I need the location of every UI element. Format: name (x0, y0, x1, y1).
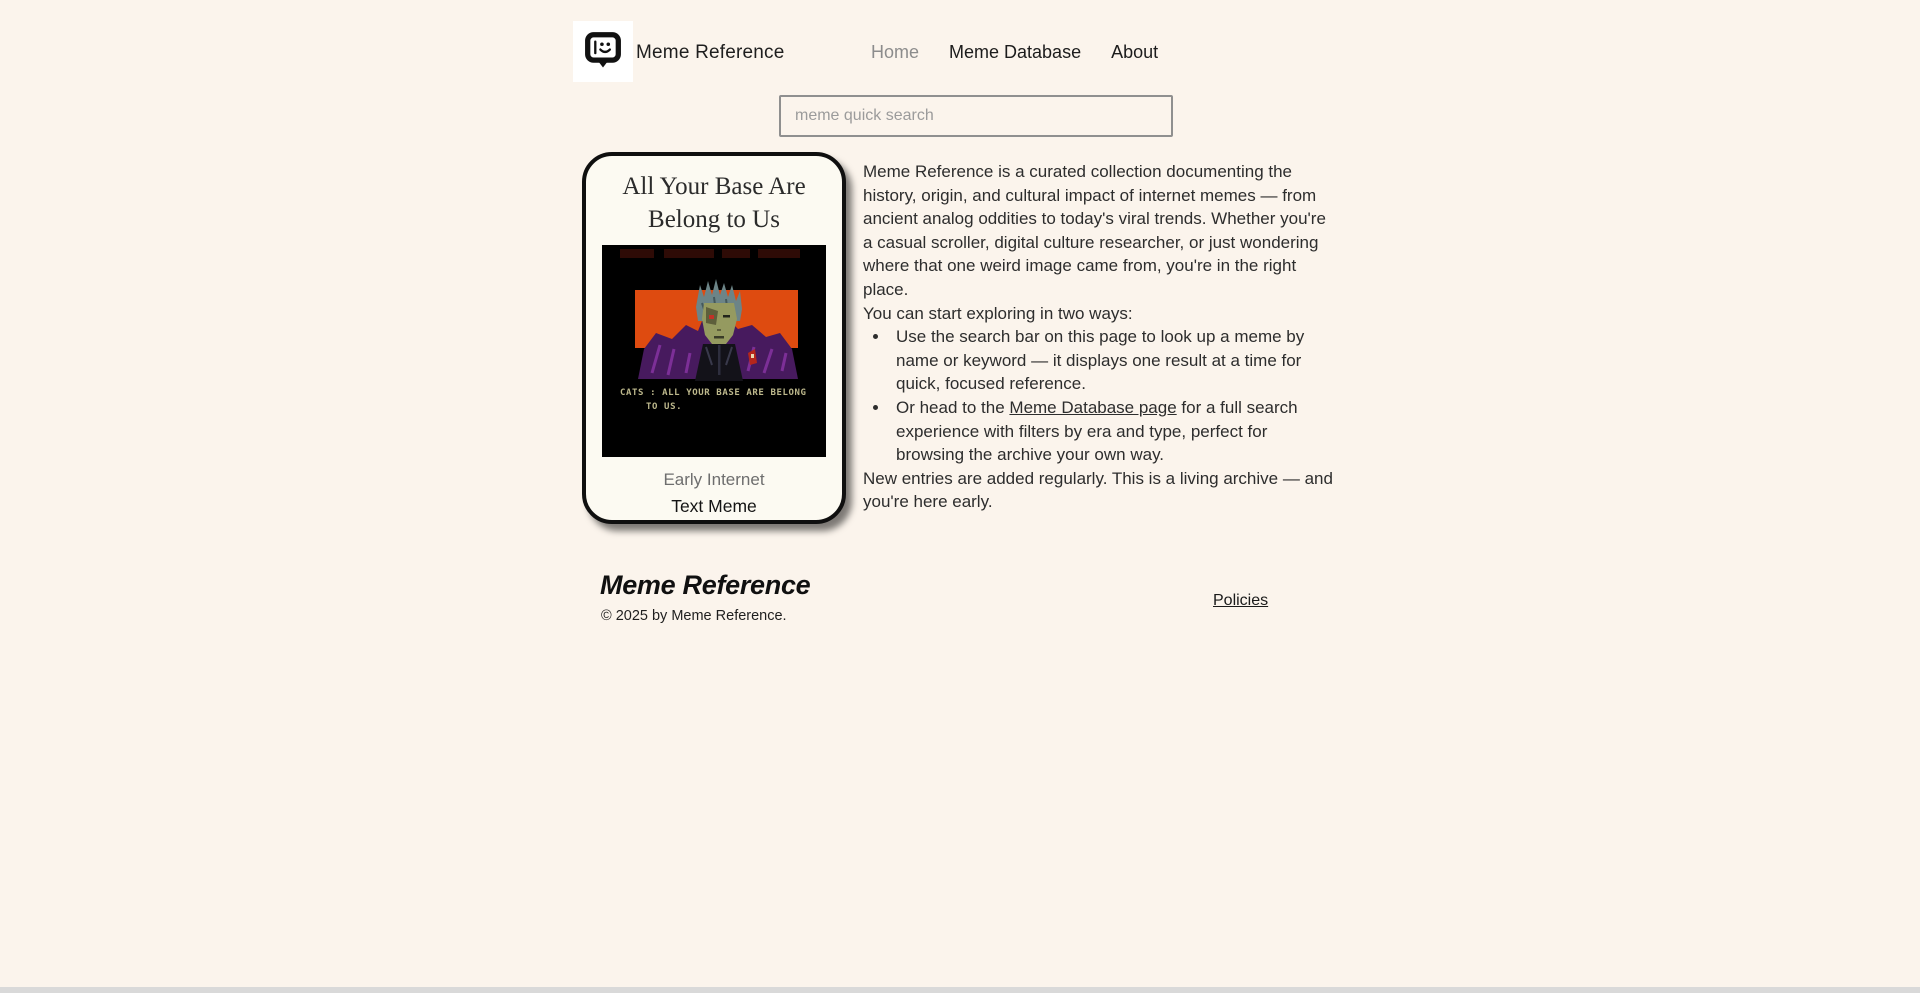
book-smiley-icon (584, 30, 622, 73)
intro-bullet-list (863, 325, 1337, 467)
meme-caption-line1: CATS : ALL YOUR BASE ARE BELONG (620, 388, 807, 398)
bullet-meme-database (890, 396, 1337, 467)
meme-caption-line2: TO US. (646, 402, 683, 412)
meme-card[interactable] (582, 152, 846, 524)
meme-era-label: Early Internet (663, 470, 765, 489)
meme-card-title: All Your Base Are Belong to Us (622, 173, 806, 233)
footer-copyright: © 2025 by Meme Reference. (601, 608, 787, 624)
meme-image-all-your-base (602, 245, 826, 457)
main-nav (871, 42, 1158, 63)
nav-home[interactable]: Home (871, 42, 920, 62)
meme-type-label: Text Meme (671, 496, 757, 516)
bullet-db-pre-text: Or head to the (896, 397, 1010, 417)
meme-quick-search-input[interactable] (779, 95, 1173, 137)
meme-database-page-link[interactable]: Meme Database page (1009, 397, 1177, 417)
bullet-search-bar-text: Use the search bar on this page to look up a meme by name or keyword — it displays one result at a time for quick, focused reference. (896, 327, 1305, 394)
intro-text-block (863, 160, 1337, 514)
bullet-search-bar (890, 325, 1337, 396)
intro-paragraph-1: Meme Reference is a curated collection documenting the history, origin, and cultural impact of internet memes — from ancient analog oddities to today's viral trends. Whether you're a casual scroller, digital culture researcher, or just wondering where that one weird image came from, you're in the right place. (863, 162, 1326, 299)
nav-about[interactable]: About (1111, 42, 1159, 62)
footer-policies-link[interactable]: Policies (1213, 592, 1269, 609)
bottom-edge-bar (0, 987, 1920, 993)
nav-meme-database[interactable]: Meme Database (949, 42, 1082, 62)
site-title[interactable]: Meme Reference (636, 42, 785, 63)
intro-paragraph-3: New entries are added regularly. This is a living archive — and you're here early. (863, 468, 1333, 512)
site-logo[interactable] (573, 21, 633, 82)
intro-paragraph-2: You can start exploring in two ways: (863, 303, 1133, 323)
bullet-db-post-text: for a full search experience with filters by era and type, perfect for browsing the archive your own way. (896, 397, 1298, 465)
footer-brand: Meme Reference (600, 570, 811, 600)
